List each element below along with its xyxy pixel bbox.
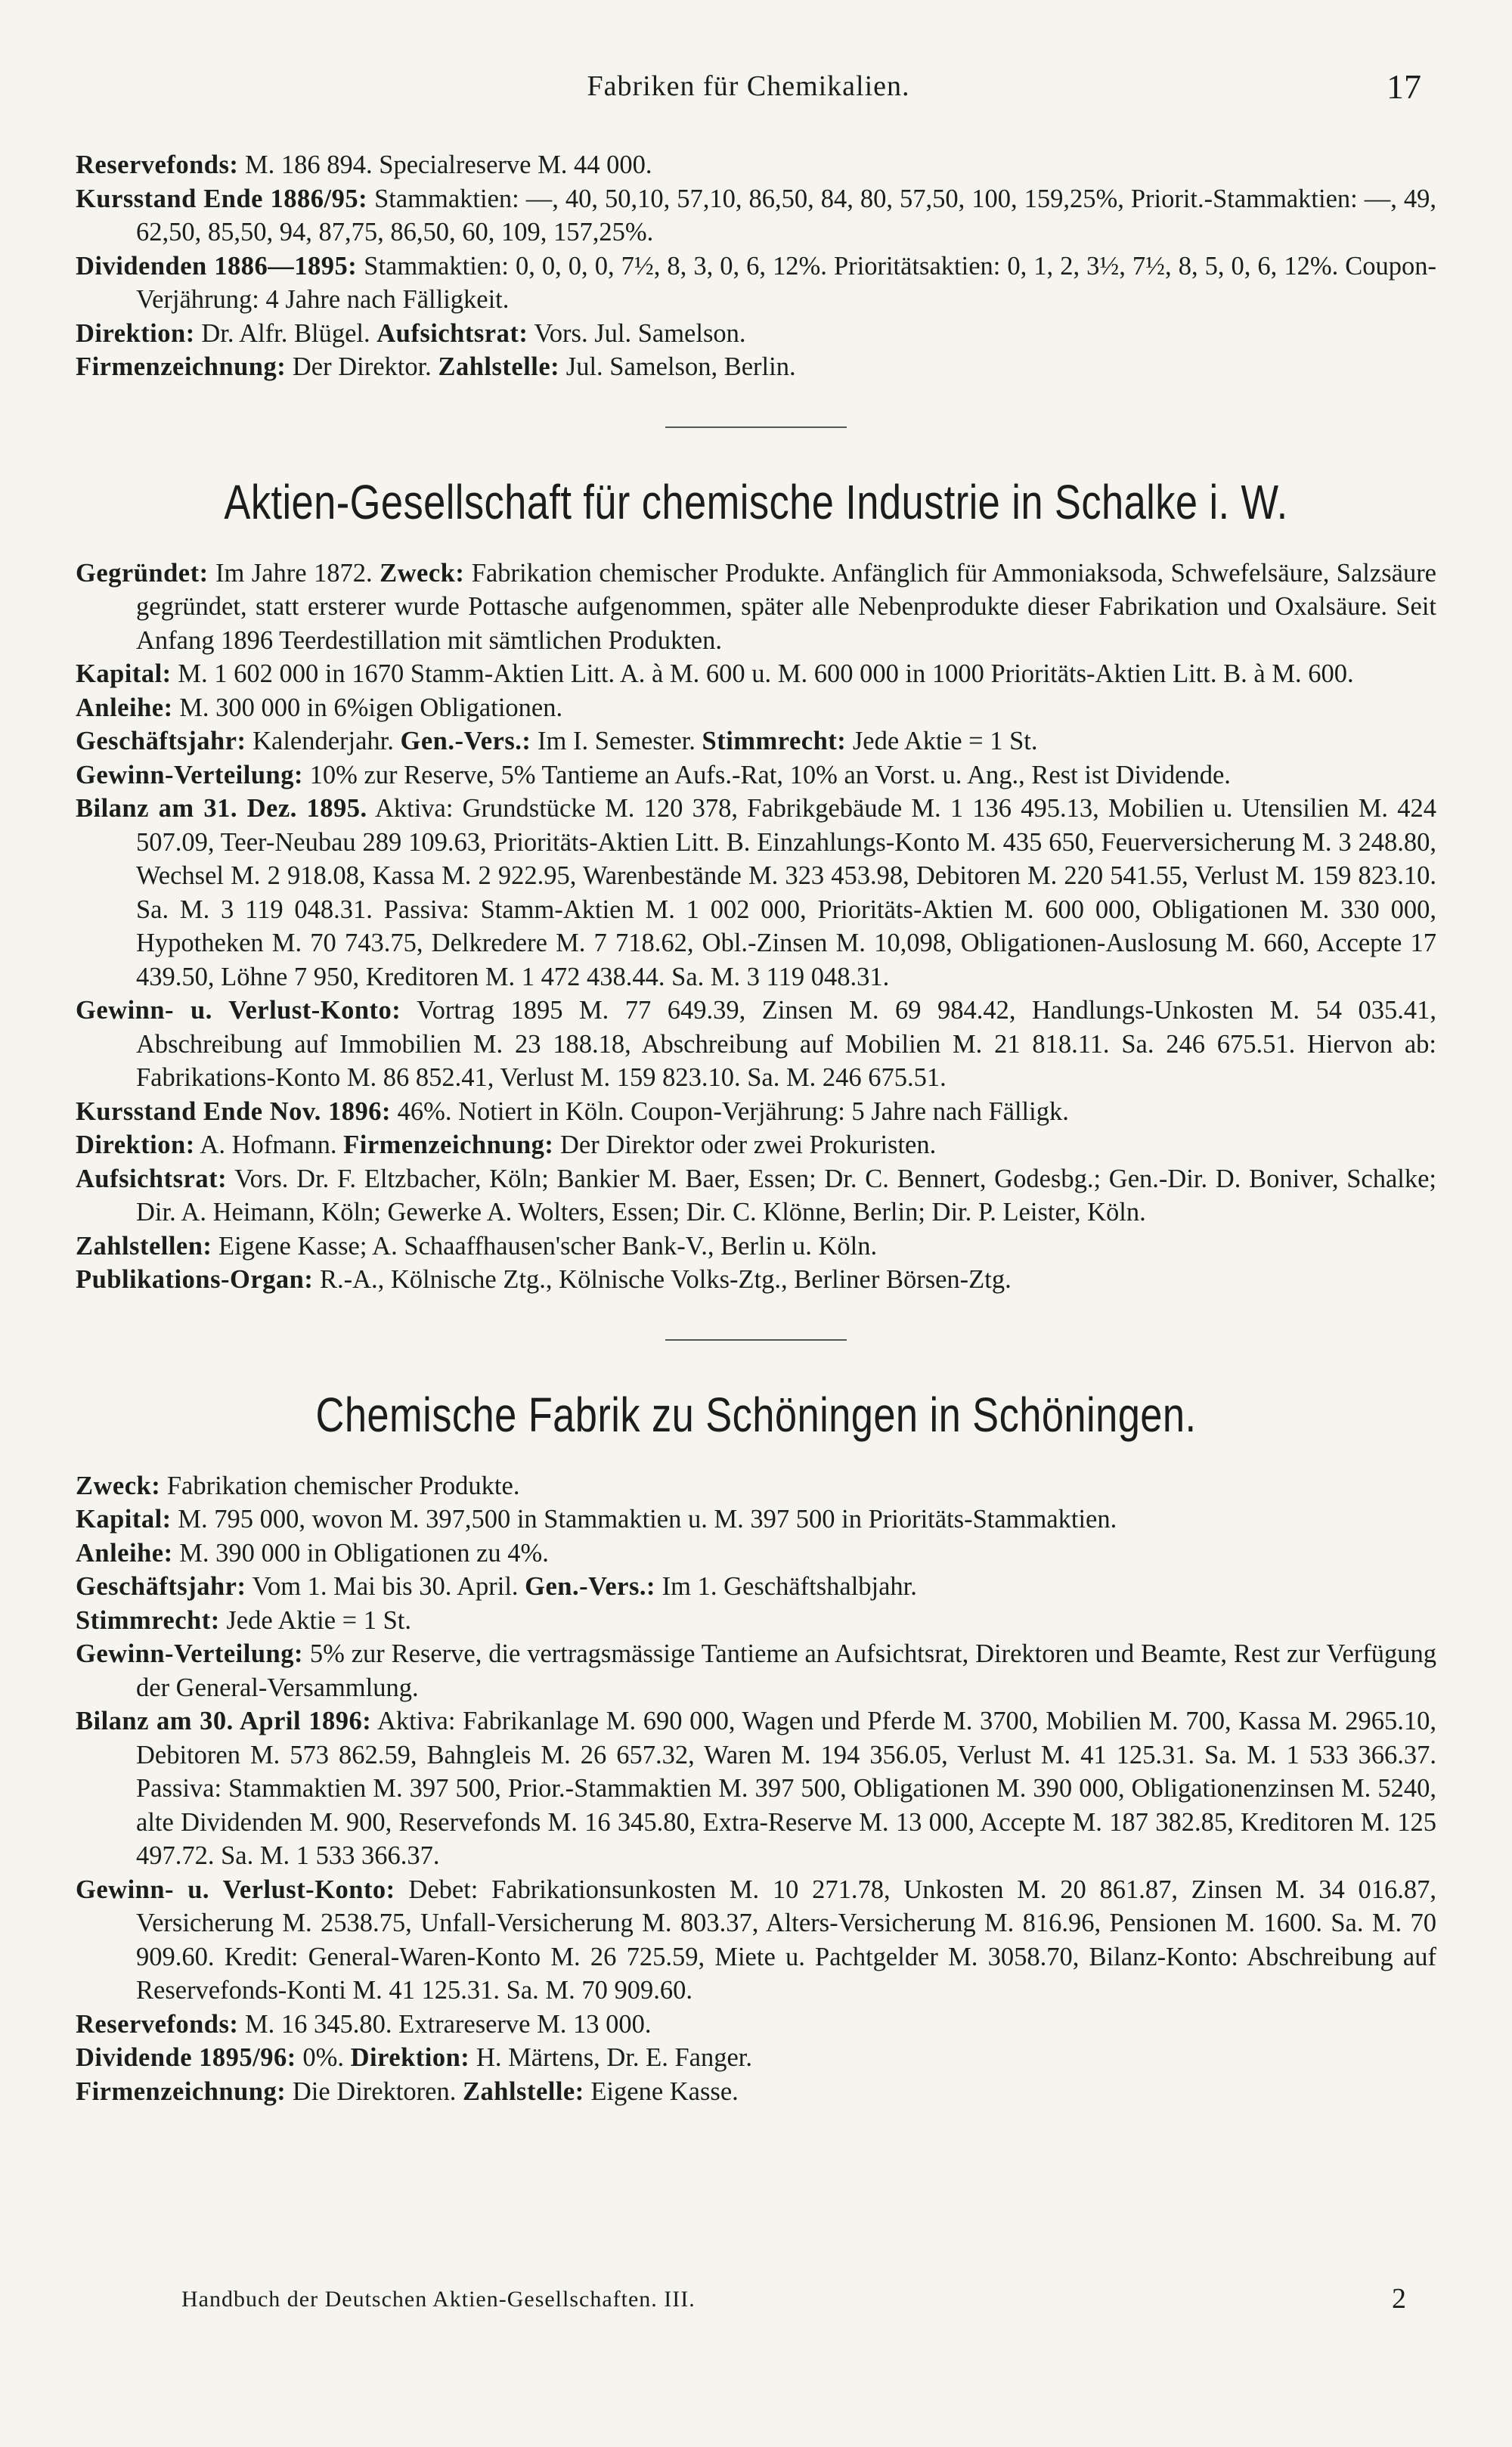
section-divider bbox=[665, 426, 847, 428]
entry-paragraph bbox=[76, 1263, 1436, 1297]
entry-key: Stimmrecht: bbox=[702, 727, 847, 755]
entry-key: Stimmrecht: bbox=[76, 1605, 220, 1635]
entry-paragraph bbox=[76, 317, 1436, 351]
entry-text: Dr. Alfr. Blügel. bbox=[194, 318, 377, 348]
entry-paragraph bbox=[76, 1537, 1436, 1571]
entry-key: Anleihe: bbox=[76, 693, 173, 722]
entry-paragraph bbox=[76, 1570, 1436, 1604]
entry-key: Anleihe: bbox=[76, 1538, 173, 1568]
entry-key: Gegründet: bbox=[76, 558, 209, 588]
entry-key: Direktion: bbox=[76, 318, 195, 348]
entry-text: Vors. Jul. Samelson. bbox=[528, 318, 746, 348]
company-title-schoeningen: Chemische Fabrik zu Schöningen in Schöningen. bbox=[315, 1387, 1197, 1442]
entry-paragraph bbox=[76, 350, 1436, 384]
entry-paragraph bbox=[76, 2075, 1436, 2109]
entry-text: Fabrikation chemischer Produkte. bbox=[160, 1471, 520, 1500]
entry-key: Kursstand Ende 1886/95: bbox=[76, 184, 368, 213]
entry-key: Bilanz am 30. April 1896: bbox=[76, 1707, 372, 1735]
entry-key: Firmenzeichnung: bbox=[343, 1130, 554, 1159]
entry-paragraph bbox=[76, 758, 1436, 792]
entry-text: Jede Aktie = 1 St. bbox=[219, 1605, 411, 1635]
page-number: 17 bbox=[1387, 67, 1421, 106]
entry-key: Dividenden 1886—1895: bbox=[76, 251, 358, 281]
entry-text: Stammaktien: —, 40, 50,10, 57,10, 86,50, 84, 80, 57,50, 100, 159,25%, Priorit.-Stammaktien: —, 49, 62,50, 85,50, 94, 87,75, 86,50, 60, 109, 157,25%. bbox=[136, 184, 1436, 247]
entry-key: Gen.-Vers.: bbox=[525, 1572, 656, 1601]
footer-source: Handbuch der Deutschen Aktien-Gesellschaften. III. bbox=[181, 2287, 696, 2312]
entry-text: Debet: Fabrikationsunkosten M. 10 271.78, Unkosten M. 20 861.87, Zinsen M. 34 016.87, Versicherung M. 2538.75, Unfall-Versicherung M. 803.37, Alters-Versicherung M. 816.96, Pensionen M. 1600. Sa. M. 70 909.60. Kredit: General-Waren-Konto M. 26 725.59, Miete u. Pachtgelder M. 3058.70, Bilanz-Konto: Abschreibung auf Reservefonds-Konti M. 41 125.31. Sa. M. 70 909.60. bbox=[136, 1875, 1437, 2005]
entry-key: Gewinn-Verteilung: bbox=[76, 1639, 303, 1668]
entry-key: Aufsichtsrat: bbox=[76, 1164, 228, 1193]
entry-key: Kapital: bbox=[76, 1505, 172, 1534]
running-title: Fabriken für Chemikalien. bbox=[587, 70, 910, 102]
company-section-schalke bbox=[76, 557, 1436, 1297]
entry-text: M. 1 602 000 in 1670 Stamm-Aktien Litt. A. à M. 600 u. M. 600 000 in 1000 Prioritäts-Aktien Litt. B. à M. 600. bbox=[171, 659, 1354, 688]
entry-text: Fabrikation chemischer Produkte. Anfänglich für Ammoniaksoda, Schwefelsäure, Salzsäure gegründet, statt ersterer wurde Pottasche aufgenommen, später alle Nebenprodukte dieser Fabrikation und Oxalsäure. Seit Anfang 1896 Teerdestillation mit sämtlichen Produkten. bbox=[136, 558, 1436, 655]
entry-text: M. 795 000, wovon M. 397,500 in Stammaktien u. M. 397 500 in Prioritäts-Stammaktien. bbox=[171, 1505, 1117, 1534]
entry-key: Zahlstellen: bbox=[76, 1231, 212, 1261]
footer-signature: 2 bbox=[1392, 2283, 1406, 2315]
entry-key: Zweck: bbox=[76, 1471, 161, 1500]
entry-paragraph bbox=[76, 657, 1436, 691]
entry-text: Im I. Semester. bbox=[531, 727, 702, 755]
entry-text: Stammaktien: 0, 0, 0, 0, 7½, 8, 3, 0, 6, 12%. Prioritätsaktien: 0, 1, 2, 3½, 7½, 8, 5, 0, 6, 12%. Coupon-Verjährung: 4 Jahre nach Fälligkeit. bbox=[136, 251, 1436, 314]
entry-paragraph bbox=[76, 724, 1436, 758]
entry-text: M. 300 000 in 6%igen Obligationen. bbox=[172, 693, 563, 722]
entry-text: Im 1. Geschäftshalbjahr. bbox=[655, 1572, 917, 1601]
entry-key: Gen.-Vers.: bbox=[400, 727, 531, 755]
entry-paragraph bbox=[76, 1637, 1436, 1704]
entry-key: Geschäftsjahr: bbox=[76, 727, 246, 755]
entry-paragraph bbox=[76, 557, 1436, 658]
entry-text: Eigene Kasse. bbox=[584, 2076, 739, 2106]
entry-text: Eigene Kasse; A. Schaaffhausen'scher Bank-V., Berlin u. Köln. bbox=[212, 1231, 878, 1261]
entry-paragraph bbox=[76, 691, 1436, 725]
entry-paragraph bbox=[76, 148, 1436, 182]
intro-section bbox=[76, 148, 1436, 384]
company-title-schalke: Aktien-Gesellschaft für chemische Industrie in Schalke i. W. bbox=[224, 474, 1288, 529]
entry-text: Jul. Samelson, Berlin. bbox=[559, 352, 796, 381]
entry-key: Kursstand Ende Nov. 1896: bbox=[76, 1096, 391, 1126]
entry-text: Aktiva: Grundstücke M. 120 378, Fabrikgebäude M. 1 136 495.13, Mobilien u. Utensilien M. 424 507.09, Teer-Neubau 289 109.63, Prioritäts-Aktien Litt. B. Einzahlungs-Konto M. 435 650, Feuerversicherung M. 3 248.80, Wechsel M. 2 918.08, Kassa M. 2 922.95, Warenbestände M. 323 453.98, Debitoren M. 220 541.55, Verlust M. 159 823.10. Sa. M. 3 119 048.31. Passiva: Stamm-Aktien M. 1 002 000, Prioritäts-Aktien M. 600 000, Obligationen M. 330 000, Hypotheken M. 70 743.75, Delkredere M. 7 718.62, Obl.-Zinsen M. 10,098, Obligationen-Auslosung M. 660, Accepte 17 439.50, Löhne 7 950, Kreditoren M. 1 472 438.44. Sa. M. 3 119 048.31. bbox=[136, 794, 1436, 991]
entry-paragraph bbox=[76, 1128, 1436, 1162]
entry-paragraph bbox=[76, 2041, 1436, 2075]
entry-key: Direktion: bbox=[350, 2043, 470, 2072]
entry-text: 0%. bbox=[296, 2043, 351, 2072]
entry-text: Kalenderjahr. bbox=[246, 727, 401, 755]
entry-paragraph bbox=[76, 792, 1436, 994]
entry-text: M. 186 894. Specialreserve M. 44 000. bbox=[238, 150, 652, 179]
entry-text: 10% zur Reserve, 5% Tantieme an Aufs.-Rat, 10% an Vorst. u. Ang., Rest ist Dividende. bbox=[302, 760, 1231, 789]
entry-key: Zahlstelle: bbox=[463, 2076, 584, 2106]
entry-key: Zweck: bbox=[380, 558, 465, 588]
company-section-schoeningen bbox=[76, 1469, 1436, 2109]
page-footer bbox=[76, 2282, 1406, 2320]
entry-key: Dividende 1895/96: bbox=[76, 2043, 296, 2072]
entry-key: Publikations-Organ: bbox=[76, 1265, 314, 1294]
entry-paragraph bbox=[76, 1230, 1436, 1264]
entry-paragraph bbox=[76, 1503, 1436, 1537]
entry-text: Im Jahre 1872. bbox=[208, 558, 380, 588]
entry-text: R.-A., Kölnische Ztg., Kölnische Volks-Ztg., Berliner Börsen-Ztg. bbox=[313, 1265, 1012, 1294]
entry-paragraph bbox=[76, 250, 1436, 317]
entry-text: Jede Aktie = 1 St. bbox=[846, 727, 1038, 755]
entry-text: Der Direktor. bbox=[286, 352, 438, 381]
entry-paragraph bbox=[76, 1873, 1436, 2008]
entry-key: Kapital: bbox=[76, 659, 172, 688]
entry-text: Aktiva: Fabrikanlage M. 690 000, Wagen und Pferde M. 3700, Mobilien M. 700, Kassa M. 2965.10, Debitoren M. 573 862.59, Bahngleis M. 26 657.32, Waren M. 194 356.05, Verlust M. 41 125.31. Sa. M. 1 533 366.37. Passiva: Stammaktien M. 397 500, Prior.-Stammaktien M. 397 500, Obligationen M. 390 000, Obligationenzinsen M. 5240, alte Dividenden M. 900, Reservefonds M. 16 345.80, Extra-Reserve M. 13 000, Accepte M. 187 382.85, Kreditoren M. 125 497.72. Sa. M. 1 533 366.37. bbox=[136, 1707, 1436, 1870]
entry-key: Reservefonds: bbox=[76, 2009, 239, 2039]
entry-paragraph bbox=[76, 182, 1436, 250]
section-divider bbox=[665, 1339, 847, 1341]
entry-key: Gewinn- u. Verlust-Konto: bbox=[76, 1875, 395, 1904]
entry-text: 5% zur Reserve, die vertragsmässige Tantieme an Aufsichtsrat, Direktoren und Beamte, Rest zur Verfügung der General-Versammlung. bbox=[136, 1639, 1436, 1702]
entry-key: Zahlstelle: bbox=[438, 352, 560, 381]
entry-text: Vom 1. Mai bis 30. April. bbox=[246, 1572, 525, 1601]
entry-key: Bilanz am 31. Dez. 1895. bbox=[76, 794, 367, 823]
entry-paragraph bbox=[76, 2008, 1436, 2042]
page-header bbox=[76, 67, 1421, 112]
entry-text: Vors. Dr. F. Eltzbacher, Köln; Bankier M. Baer, Essen; Dr. C. Bennert, Godesbg.; Gen.-Dir. D. Boniver, Schalke; Dir. A. Heimann, Köln; Gewerke A. Wolters, Essen; Dir. C. Klönne, Berlin; Dir. P. Leister, Köln. bbox=[136, 1164, 1436, 1227]
entry-text: 46%. Notiert in Köln. Coupon-Verjährung: 5 Jahre nach Fälligk. bbox=[391, 1096, 1069, 1126]
entry-text: Der Direktor oder zwei Prokuristen. bbox=[553, 1130, 937, 1159]
entry-key: Gewinn-Verteilung: bbox=[76, 760, 303, 789]
page-body bbox=[76, 148, 1436, 2108]
entry-key: Gewinn- u. Verlust-Konto: bbox=[76, 996, 401, 1025]
entry-key: Reservefonds: bbox=[76, 150, 239, 179]
entry-paragraph bbox=[76, 1704, 1436, 1873]
entry-key: Firmenzeichnung: bbox=[76, 352, 287, 381]
entry-paragraph bbox=[76, 1095, 1436, 1129]
entry-paragraph bbox=[76, 1469, 1436, 1503]
entry-text: A. Hofmann. bbox=[194, 1130, 344, 1159]
entry-paragraph bbox=[76, 994, 1436, 1095]
entry-key: Firmenzeichnung: bbox=[76, 2076, 287, 2106]
entry-text: Vortrag 1895 M. 77 649.39, Zinsen M. 69 984.42, Handlungs-Unkosten M. 54 035.41, Abschreibung auf Immobilien M. 23 188.18, Abschreibung auf Mobilien M. 21 818.11. Sa. 246 675.51. Hiervon ab: Fabrikations-Konto M. 86 852.41, Verlust M. 159 823.10. Sa. M. 246 675.51. bbox=[136, 996, 1436, 1092]
entry-key: Direktion: bbox=[76, 1130, 195, 1159]
entry-text: M. 16 345.80. Extrareserve M. 13 000. bbox=[238, 2009, 652, 2039]
entry-paragraph bbox=[76, 1604, 1436, 1638]
entry-text: Die Direktoren. bbox=[286, 2076, 463, 2106]
entry-key: Geschäftsjahr: bbox=[76, 1572, 246, 1601]
entry-text: H. Märtens, Dr. E. Fanger. bbox=[469, 2043, 753, 2072]
entry-paragraph bbox=[76, 1162, 1436, 1230]
entry-text: M. 390 000 in Obligationen zu 4%. bbox=[172, 1538, 549, 1568]
entry-key: Aufsichtsrat: bbox=[376, 318, 528, 348]
